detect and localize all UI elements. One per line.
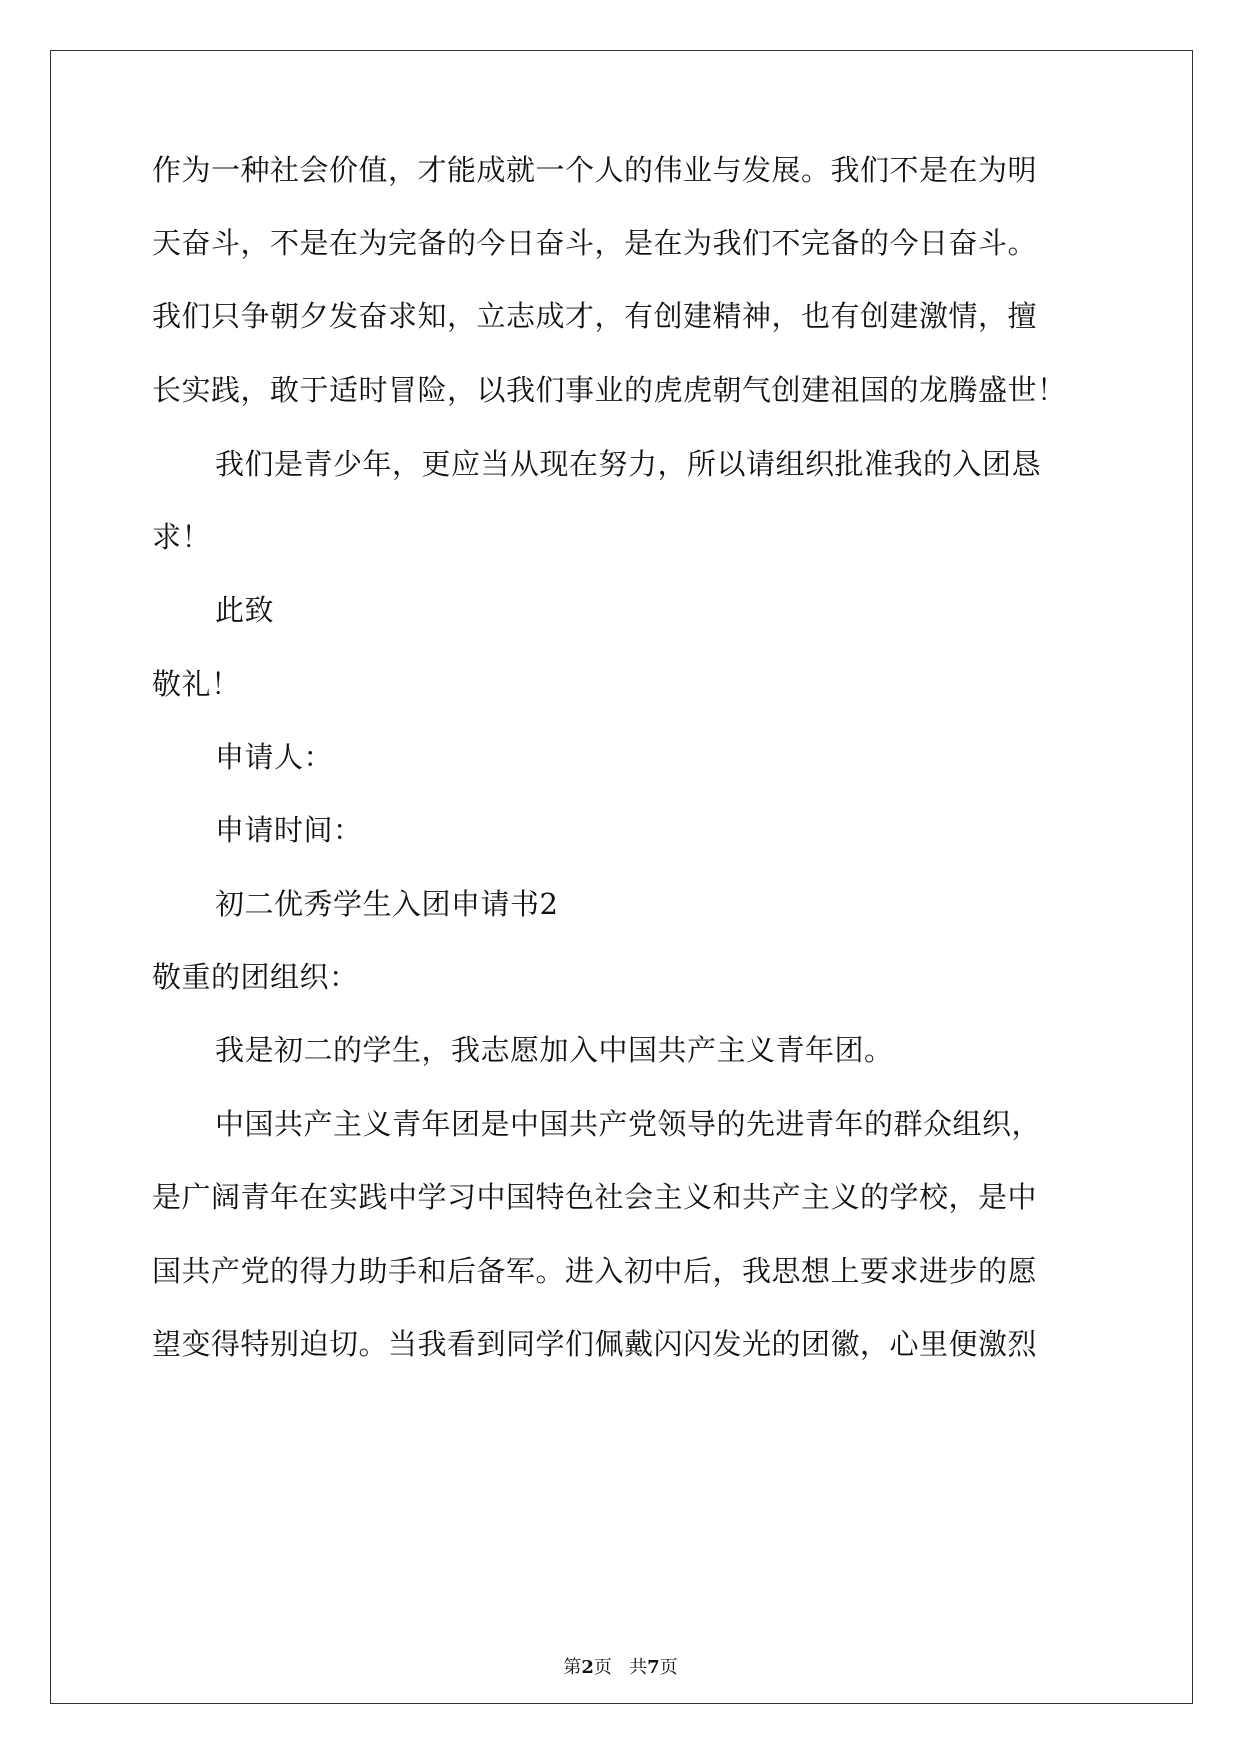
body-line-4: 长实践，敢于适时冒险，以我们事业的虎虎朝气创建祖国的龙腾盛世！	[152, 373, 1067, 407]
page-suffix: 页	[593, 1657, 612, 1678]
total-prefix: 共	[629, 1657, 648, 1678]
total-suffix: 页	[659, 1657, 678, 1678]
body-line-17: 望变得特别迫切。当我看到同学们佩戴闪闪发光的团徽，心里便激烈	[152, 1327, 1038, 1361]
page-prefix: 第	[563, 1657, 582, 1678]
salutation-line: 此致	[215, 593, 275, 627]
body-line-14: 中国共产主义青年团是中国共产党领导的先进青年的群众组织，	[215, 1107, 1042, 1141]
body-line-3: 我们只争朝夕发奋求知，立志成才，有创建精神，也有创建激情，擅	[152, 299, 1038, 333]
body-line-5: 我们是青少年，更应当从现在努力，所以请组织批准我的入团恳	[215, 447, 1042, 481]
body-line-6: 求！	[152, 520, 212, 554]
body-line-13: 我是初二的学生，我志愿加入中国共产主义青年团。	[215, 1033, 894, 1067]
closing-line: 敬礼！	[152, 667, 241, 701]
application-date-line: 申请时间：	[215, 813, 363, 847]
body-line-16: 国共产党的得力助手和后备军。进入初中后，我思想上要求进步的愿	[152, 1254, 1038, 1288]
body-line-2: 天奋斗，不是在为完备的今日奋斗，是在为我们不完备的今日奋斗。	[152, 226, 1038, 260]
page-footer	[0, 1656, 1241, 1680]
greeting-line: 敬重的团组织：	[152, 960, 359, 994]
body-line-15: 是广阔青年在实践中学习中国特色社会主义和共产主义的学校，是中	[152, 1180, 1038, 1214]
applicant-line: 申请人：	[215, 740, 334, 774]
body-line-1: 作为一种社会价值，才能成就一个人的伟业与发展。我们不是在为明	[152, 153, 1038, 187]
page-current: 2	[581, 1657, 594, 1678]
section-title: 初二优秀学生入团申请书2	[215, 887, 559, 921]
page-total: 7	[647, 1657, 660, 1678]
